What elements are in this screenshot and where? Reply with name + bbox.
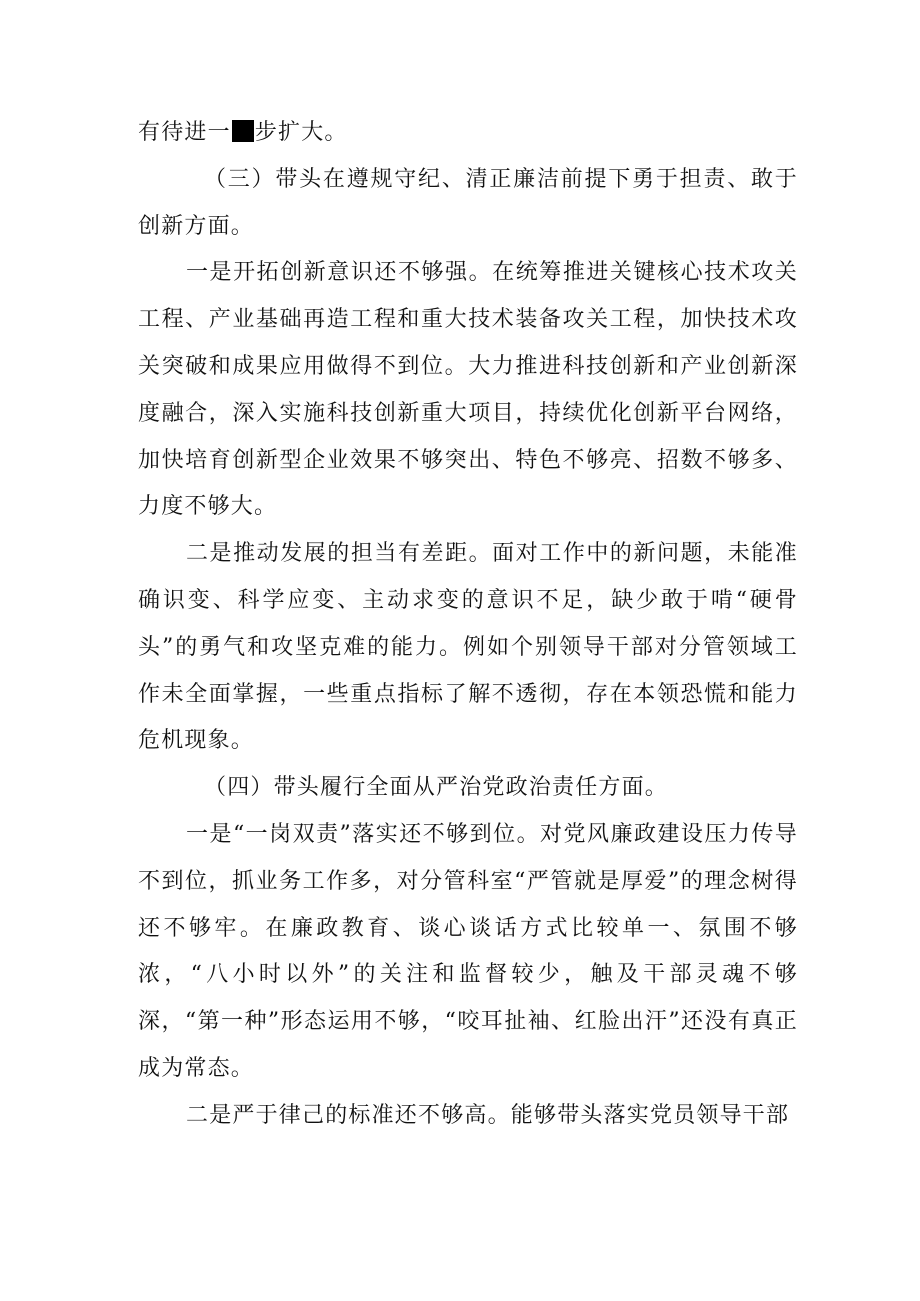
document-body: [138, 110, 798, 1140]
paragraph-innovation: 一是开拓创新意识还不够强。在统筹推进关键核心技术攻关工程、产业基础再造工程和重大技术装备攻关工程，加快技术攻关突破和成果应用做得不到位。大力推进科技创新和产业创新深度融合，深入实施科技创新重大项目，持续优化创新平台网络，加快培育创新型企业效果不够突出、特色不够亮、招数不够多、力度不够大。: [138, 260, 798, 520]
text-after-redaction: 步扩大。: [254, 120, 348, 145]
paragraph-dual-duty: 一是“一岗双责”落实还不够到位。对党风廉政建设压力传导不到位，抓业务工作多，对分管科室“严管就是厚爱”的理念树得还不够牢。在廉政教育、谈心谈话方式比较单一、氛围不够浓，“八小时以外”的关注和监督较少，触及干部灵魂不够深，“第一种”形态运用不够，“咬耳扯袖、红脸出汗”还没有真正成为常态。: [138, 821, 798, 1081]
section-heading-four: （四）带头履行全面从严治党政治责任方面。: [204, 775, 669, 801]
paragraph-continuation: [138, 110, 798, 157]
text-before-redaction: 有待进一: [138, 120, 231, 145]
paragraph-responsibility: 二是推动发展的担当有差距。面对工作中的新问题，未能准确识变、科学应变、主动求变的意识不足，缺少敢于啃“硬骨头”的勇气和攻坚克难的能力。例如个别领导干部对分管领域工作未全面掌握，一些重点指标了解不透彻，存在本领恐慌和能力危机现象。: [138, 541, 798, 754]
paragraph-self-discipline: 二是严于律己的标准还不够高。能够带头落实党员领导干部: [186, 1102, 790, 1128]
redaction-block: [232, 120, 254, 142]
section-heading-three: （三）带头在遵规守纪、清正廉洁前提下勇于担责、敢于创新方面。: [138, 166, 798, 239]
